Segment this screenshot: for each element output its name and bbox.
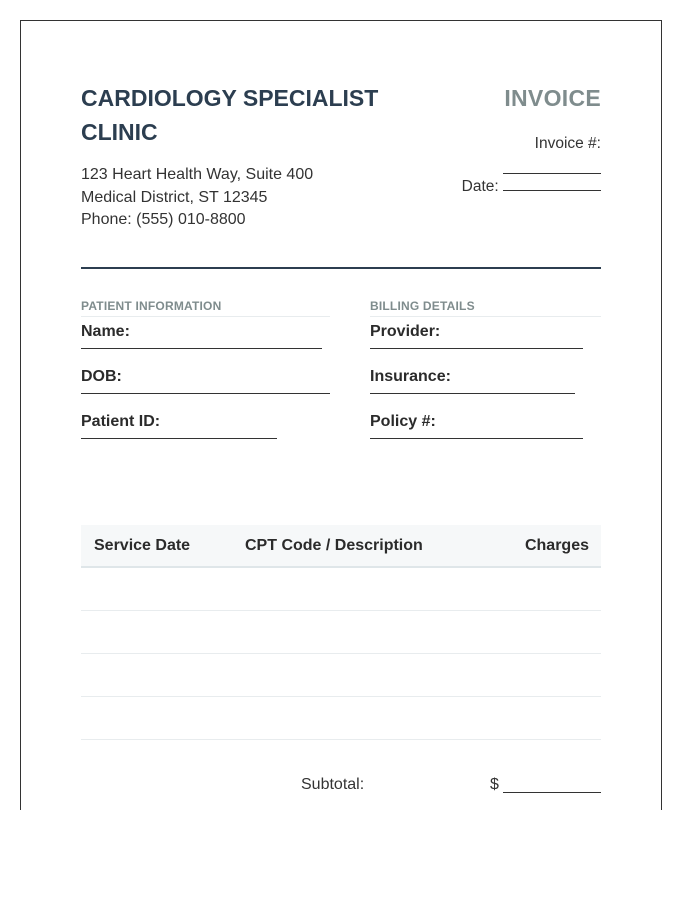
provider-field[interactable] [370,317,601,362]
invoice-date-row [462,177,601,197]
clinic-phone: Phone: (555) 010-8800 [81,211,246,228]
insurance-field[interactable] [370,362,601,407]
address-line-2: Medical District, ST 12345 [81,188,268,206]
subtotal-label: Subtotal: [301,776,365,793]
invoice-title: INVOICE [504,85,601,111]
address-line-1: 123 Heart Health Way, Suite 400 [81,166,314,183]
policy-number-field[interactable] [370,407,601,452]
currency-symbol: $ [490,776,499,793]
insurance-line [370,393,575,394]
clinic-name: CARDIOLOGY SPECIALIST CLINIC [81,85,379,145]
invoice-number-field[interactable] [462,155,601,175]
clinic-address [81,164,313,232]
provider-line [370,348,583,349]
provider-label: Provider: [370,323,441,340]
column-cpt-code-description: CPT Code / Description [245,537,423,554]
billing-details-heading: BILLING DETAILS [370,299,601,317]
invoice-meta [462,133,601,197]
invoice-date-label: Date: [461,178,499,195]
table-row[interactable] [81,697,601,740]
patient-name-label: Name: [81,323,130,340]
patient-dob-field[interactable] [81,362,330,407]
column-charges: Charges [524,537,589,554]
patient-id-field[interactable] [81,407,330,452]
invoice-number-line [503,173,601,174]
patient-id-label: Patient ID: [81,413,161,430]
patient-id-line [81,438,277,439]
table-row[interactable] [81,611,601,654]
patient-name-field[interactable] [81,317,330,362]
billing-details-section [370,299,601,452]
invoice-date-field[interactable] [503,190,601,191]
table-row[interactable] [81,568,601,611]
header-divider [81,267,601,269]
patient-dob-line [81,393,330,394]
services-table [81,525,601,740]
patient-dob-label: DOB: [81,368,122,385]
patient-name-line [81,348,322,349]
invoice-number-label: Invoice #: [534,135,601,152]
subtotal-row [81,776,601,798]
table-header [81,525,601,568]
patient-information-heading: PATIENT INFORMATION [81,299,330,317]
patient-information-section [81,299,330,452]
policy-number-label: Policy #: [370,413,436,430]
table-row[interactable] [81,654,601,697]
invoice-page [20,20,662,810]
insurance-label: Insurance: [370,368,451,385]
policy-number-line [370,438,583,439]
column-service-date: Service Date [94,537,191,554]
subtotal-field[interactable] [503,792,601,793]
